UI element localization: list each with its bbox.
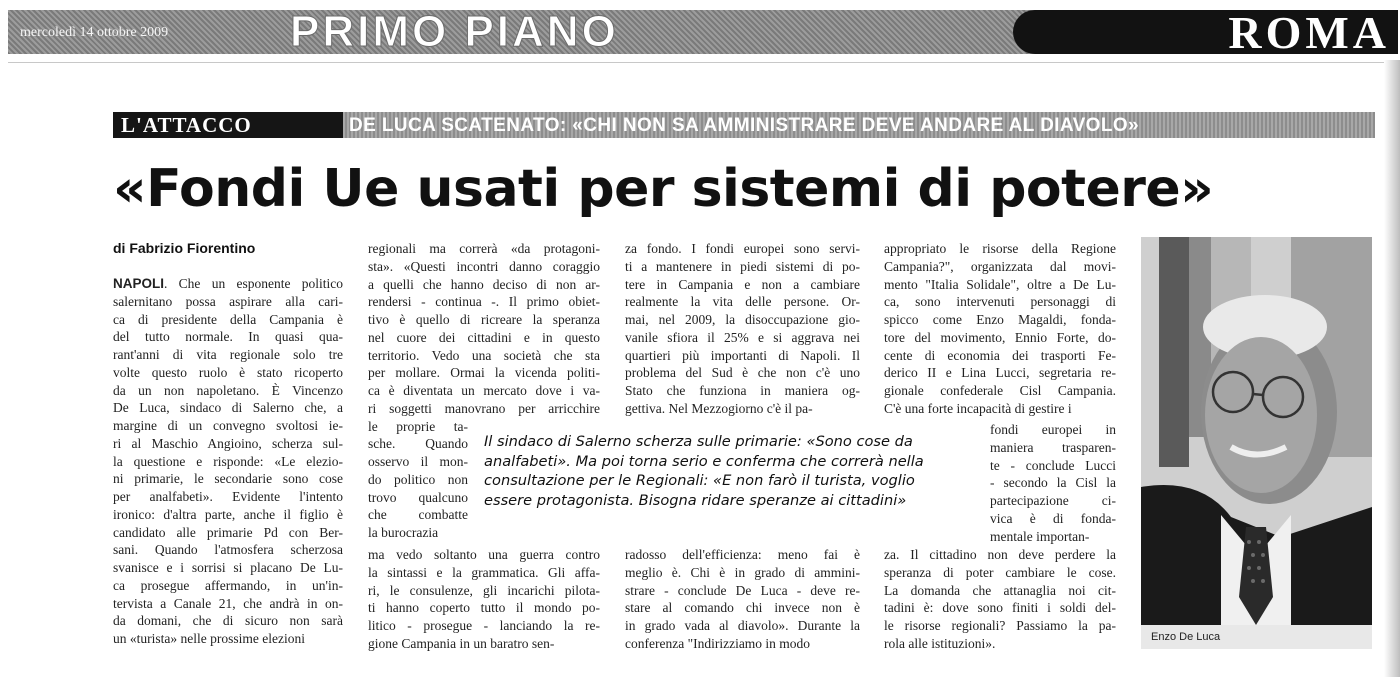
kicker-bar	[113, 112, 1375, 138]
text-line: radosso dell'efficienza: meno fai è	[625, 547, 860, 562]
text-line: la questione e risponde: «Le elezio-	[113, 453, 343, 469]
text-line: quartieri più importanti di Napoli. Il	[625, 347, 860, 363]
dateline: NAPOLI	[113, 276, 165, 291]
masthead-divider	[8, 62, 1398, 63]
text-line: ca è diventata un mercato dove i va-	[368, 383, 600, 398]
pull-quote-line: consultazione per le Regionali: «E non farò il turista, voglio	[484, 472, 915, 489]
text-line: da un non napoletano. È Vincenzo	[113, 382, 343, 398]
text-line: spicco come Enzo Magaldi, fonda-	[884, 312, 1116, 327]
pull-quote-line: analfabeti». Ma poi torna serio e conferma che correrà nella	[484, 452, 924, 470]
text-line: ironico: d'altra parte, anche il figlio è	[113, 506, 343, 522]
text-line: De Luca, sindaco di Salerno che, a	[113, 400, 343, 416]
text-line: a quelli che hanno deciso di non ar-	[368, 276, 600, 292]
text-line: maniera trasparen-	[990, 439, 1116, 455]
text-line: osservo il mon-	[368, 454, 468, 469]
text-line: rendersi - continua -. Il primo obiet-	[368, 294, 600, 310]
text-line: cente di economia dei trasporti Fe-	[884, 347, 1116, 363]
text-line: regionali ma correrà «da protagoni-	[368, 241, 600, 256]
article-column-4-narrow	[990, 421, 1116, 545]
text-line: la burocrazia	[368, 525, 439, 540]
text-line: tadini è: dove sono finiti i soldi del-	[884, 600, 1116, 616]
text-line: ri, le consulenze, gli incarichi pilota-	[368, 582, 600, 598]
page-edge-shadow	[1384, 60, 1400, 677]
text-line: mento "Italia Solidale", oltre a De Lu-	[884, 276, 1116, 292]
text-line: le risorse regionali? Passiamo la pa-	[884, 618, 1116, 633]
article-column-4-top	[884, 240, 1116, 418]
text-line: ca di presidente della Campania è	[113, 311, 343, 327]
headline: «Fondi Ue usati per sistemi di potere»	[113, 159, 1214, 219]
issue-date: mercoledì 14 ottobre 2009	[20, 25, 169, 40]
text-line: che combatte	[368, 507, 468, 523]
text-line: ca prosegue affermando, in un'in-	[113, 577, 343, 593]
text-line: derico II e Lina Lucci, segretaria re-	[884, 365, 1116, 381]
text-line: per mollare. Ormai la vicenda politi-	[368, 365, 600, 381]
text-line: fondi europei in	[990, 422, 1116, 437]
portrait-illustration	[1141, 237, 1372, 625]
article-column-3-top	[625, 240, 860, 418]
text-line: tore del movimento, Ennio Forte, do-	[884, 329, 1116, 345]
text-line: le proprie ta-	[368, 418, 468, 434]
text-line: da domani, che di sicuro non sarà	[113, 613, 343, 629]
byline: di Fabrizio Fiorentino	[113, 240, 256, 256]
text-line: un «turista» nelle prossime elezioni	[113, 631, 305, 646]
text-line	[113, 275, 343, 293]
text-line: volte questo ruolo è stato ricoperto	[113, 364, 343, 380]
text-line: stare al comando chi invece non è	[625, 600, 860, 616]
text-line: salernitano possa aspirare alla cari-	[113, 293, 343, 309]
text-line: tivo è quello di ricreare la speranza	[368, 312, 600, 327]
text-line: ma vedo soltanto una guerra contro	[368, 547, 600, 562]
portrait-photo	[1141, 237, 1372, 625]
text-line: del tutto normale. In quasi qua-	[113, 329, 343, 345]
text-line: te - conclude Lucci	[990, 457, 1116, 473]
text-line: ca, sono intervenuti personaggi di	[884, 294, 1116, 310]
text-line: do politico non	[368, 471, 468, 487]
text-run: . Che un esponente politico	[164, 276, 343, 291]
text-line: tervista a Canale 21, che andrà in on-	[113, 595, 343, 611]
text-line: gionale confederale Cisl Campania.	[884, 383, 1116, 398]
text-line: ri al Maschio Angioino, scherza sul-	[113, 435, 343, 451]
text-line: vanile sfiora il 25% e si aggrava nei	[625, 329, 860, 345]
text-line: mentale importan-	[990, 528, 1090, 544]
text-line: - secondo la Cisl la	[990, 475, 1116, 491]
pull-quote	[484, 432, 972, 510]
text-line: per analfabeti». Evidente l'intento	[113, 489, 343, 504]
pull-quote-line: essere protagonista. Bisogna ridare speranze ai cittadini»	[484, 491, 907, 509]
text-line: gione Campania in un baratro sen-	[368, 635, 555, 651]
text-line: gettiva. Nel Mezzogiorno c'è il pa-	[625, 400, 813, 416]
text-line: sta». «Questi incontri danno coraggio	[368, 258, 600, 274]
text-line: ri soggetti manovrano per arricchire	[368, 400, 600, 416]
text-line: litico - prosegue - lanciando la re-	[368, 618, 600, 633]
text-line: svanisce e i sorrisi si placano De Lu-	[113, 560, 343, 575]
text-line: La domanda che attanaglia noi cit-	[884, 582, 1116, 598]
text-line: ti hanno coperto tutto il mondo po-	[368, 600, 600, 616]
pull-quote-line: Il sindaco di Salerno scherza sulle primarie: «Sono cose da	[484, 433, 913, 450]
text-line: partecipazione ci-	[990, 493, 1116, 508]
article-column-2-bottom	[368, 546, 600, 653]
text-line: meglio è. Chi è in grado di ammini-	[625, 564, 860, 580]
text-line: territorio. Vedo una società che sta	[368, 347, 600, 363]
kicker-tag: L'ATTACCO	[113, 112, 343, 138]
text-line: conferenza "Indirizziamo in modo	[625, 635, 811, 651]
text-line: mai, nel 2009, la disoccupazione gio-	[625, 312, 860, 327]
text-line: margine di un convegno svoltosi ie-	[113, 418, 343, 433]
text-line: sani. Quando l'atmosfera scherzosa	[113, 542, 343, 558]
text-line: rant'anni di vita regionale solo tre	[113, 347, 343, 362]
city-banner	[1013, 7, 1398, 58]
article-column-1	[113, 275, 343, 648]
text-line: Campania?", organizzata dal movi-	[884, 258, 1116, 274]
text-line: problema del Sud è che non c'è uno	[625, 365, 860, 381]
text-line: za. Il cittadino non deve perdere la	[884, 547, 1116, 562]
text-line: trovo qualcuno	[368, 489, 468, 505]
text-line: in grado vada al diavolo». Durante la	[625, 618, 860, 633]
text-line: la sintassi e la grammatica. Gli affa-	[368, 564, 600, 580]
section-title: PRIMO PIANO	[290, 7, 619, 56]
text-line: ti a mantenere in piedi sistemi di po-	[625, 258, 860, 274]
photo-caption: Enzo De Luca	[1141, 625, 1372, 649]
text-line: nel cuore dei cittadini e in questo	[368, 329, 600, 345]
text-line: za fondo. I fondi europei sono servi-	[625, 241, 860, 256]
text-line: speranza di poter cambiare le cose.	[884, 564, 1116, 580]
text-line: candidato alle primarie Pd con Ber-	[113, 524, 343, 540]
text-line: C'è una forte incapacità di gestire i	[884, 400, 1072, 416]
text-line: Stato che funziona in maniera og-	[625, 383, 860, 398]
text-line: realmente la vita delle persone. Or-	[625, 294, 860, 310]
article-column-3-bottom	[625, 546, 860, 653]
text-line: tere in Campania e non a cambiare	[625, 276, 860, 292]
city-name: ROMA	[1228, 7, 1390, 58]
kicker-text: DE LUCA SCATENATO: «CHI NON SA AMMINISTRARE DEVE ANDARE AL DIAVOLO»	[349, 115, 1140, 136]
text-line: rola alle istituzioni».	[884, 635, 996, 651]
text-line: ni primarie, le secondarie sono cose	[113, 471, 343, 487]
text-line: appropriato le risorse della Regione	[884, 241, 1116, 256]
text-line: sche. Quando	[368, 436, 468, 452]
masthead	[8, 7, 1398, 58]
text-line: vica è di fonda-	[990, 510, 1116, 526]
article-column-4-bottom	[884, 546, 1116, 653]
text-line: strare - conclude De Luca - deve re-	[625, 582, 860, 598]
